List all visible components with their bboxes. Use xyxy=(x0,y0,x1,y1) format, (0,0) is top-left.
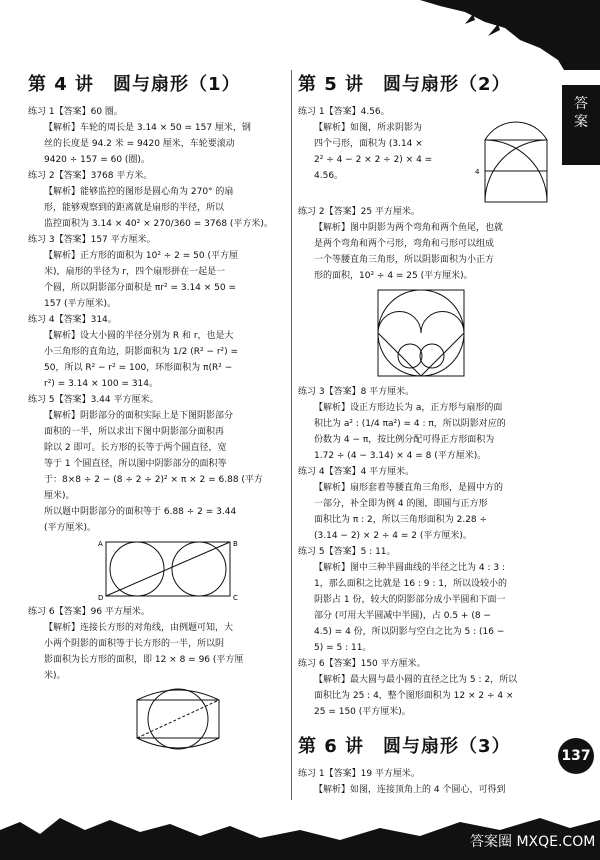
exercise-answer: 练习 6【答案】150 平方厘米。 xyxy=(298,659,426,669)
analysis-line: 部分 (可用大半圆减中半圆)，占 0.5 + (8 − xyxy=(314,611,491,621)
analysis-line: 阴影占 1 份，较大的阴影部分成小半圆和下面一 xyxy=(314,595,506,605)
exercise-block xyxy=(28,312,286,392)
exercise-block xyxy=(298,204,553,380)
analysis-line: 【解析】车轮的周长是 3.14 × 50 = 157 厘米，钢 xyxy=(44,123,251,133)
analysis-line: 份数为 4 − π，按比例分配可得正方形面积为 xyxy=(314,435,495,445)
analysis-line: 个圆，所以阴影部分面积是 πr² = 3.14 × 50 = xyxy=(44,283,237,293)
analysis-line: 面积比为 25 : 4，整个图形面积为 12 × 2 ÷ 4 × xyxy=(314,691,514,701)
analysis-line: (平方厘米)。 xyxy=(44,523,97,533)
analysis-line: 影面积为长方形的面积，即 12 × 8 = 96 (平方厘 xyxy=(44,655,244,665)
analysis-line: 所以题中阴影部分的面积等于 6.88 ÷ 2 = 3.44 xyxy=(44,507,237,517)
right-column xyxy=(298,70,553,798)
exercise-block xyxy=(298,544,553,656)
page-number-badge: 137 xyxy=(558,738,594,774)
analysis-line: (3.14 − 2) × 2 ÷ 4 = 2 (平方厘米)。 xyxy=(314,531,472,541)
exercise-block xyxy=(298,464,553,544)
ink-splash-top-decoration xyxy=(300,0,600,70)
left-column xyxy=(28,70,286,756)
exercise-block xyxy=(28,392,286,600)
analysis-line: 2² ÷ 4 − 2 × 2 ÷ 2) × 4 = xyxy=(314,155,433,165)
exercise-block xyxy=(298,384,553,464)
analysis-line: 厘米)。 xyxy=(44,491,75,501)
vertex-label-b: B xyxy=(233,540,238,548)
analysis-line: 除以 2 即可。长方形的长等于两个圆直径，宽 xyxy=(44,443,227,453)
square-circle-heart-figure xyxy=(368,286,478,380)
analysis-line: 50，所以 R² − r² = 100，环形面积为 π(R² − xyxy=(44,363,233,373)
exercise-block xyxy=(298,656,553,720)
analysis-line: 9420 ÷ 157 = 60 (圈)。 xyxy=(44,155,150,165)
analysis-line: 【解析】最大圆与最小圆的直径之比为 5 : 2，所以 xyxy=(314,675,518,685)
exercise-answer: 练习 2【答案】3768 平方米。 xyxy=(28,171,153,181)
analysis-line: 等于 1 个圆直径，所以图中阴影部分的面积等 xyxy=(44,459,227,469)
analysis-line: 【解析】能够监控的图形是圆心角为 270° 的扇 xyxy=(44,187,234,197)
analysis-line: 积比为 a² : (1/4 πa²) = 4 : π，所以阴影对应的 xyxy=(314,419,506,429)
analysis-line: r²) = 3.14 × 100 = 314。 xyxy=(44,379,159,389)
analysis-line: 1，那么面积之比就是 16 : 9 : 1，所以设较小的 xyxy=(314,579,507,589)
vertex-label-d: D xyxy=(98,594,104,600)
analysis-line: 【解析】扇形套着等腰直角三角形，是圆中方的 xyxy=(314,483,504,493)
exercise-block xyxy=(28,104,286,168)
exercise-answer: 练习 5【答案】3.44 平方厘米。 xyxy=(28,395,159,405)
rectangle-two-circles-figure xyxy=(98,538,248,600)
side-length-label: 4 xyxy=(475,168,480,176)
exercise-block xyxy=(28,168,286,232)
exercise-answer: 练习 4【答案】314。 xyxy=(28,315,117,325)
analysis-line: 157 (平方厘米)。 xyxy=(44,299,117,309)
analysis-text xyxy=(298,120,473,184)
analysis-line: 一部分，补全即为例 4 的图，即圆与正方形 xyxy=(314,499,488,509)
answer-side-tab xyxy=(562,85,600,165)
lesson-4-title: 第 4 讲 圆与扇形（1） xyxy=(28,74,241,95)
column-divider xyxy=(291,70,292,800)
exercise-answer: 练习 3【答案】8 平方厘米。 xyxy=(298,387,415,397)
exercise-block xyxy=(298,766,553,798)
analysis-line: 丝的长度是 94.2 米 = 9420 厘米，车轮要滚动 xyxy=(44,139,235,149)
analysis-line: 于：8×8 ÷ 2 − (8 ÷ 2 ÷ 2)² × π × 2 = 6.88 (平方 xyxy=(44,475,263,485)
analysis-line: 4.5) = 4 份，所以阴影与空白之比为 5 : (16 − xyxy=(314,627,505,637)
quarter-arcs-figure xyxy=(473,120,553,204)
analysis-line: 小三角形的直角边，阴影面积为 1/2 (R² − r²) = xyxy=(44,347,239,357)
analysis-line: 1.72 ÷ (4 − 3.14) × 4 = 8 (平方厘米)。 xyxy=(314,451,487,461)
analysis-line: 4.56。 xyxy=(314,171,344,181)
analysis-with-figure xyxy=(298,120,553,204)
exercise-block xyxy=(28,232,286,312)
exercise-block xyxy=(28,604,286,752)
exercise-answer: 练习 2【答案】25 平方厘米。 xyxy=(298,207,420,217)
analysis-line: 【解析】连接长方形的对角线，由例题可知，大 xyxy=(44,623,234,633)
ink-splash-bottom-decoration xyxy=(0,800,600,860)
analysis-line: 【解析】设正方形边长为 a，正方形与扇形的面 xyxy=(314,403,503,413)
analysis-line: 四个弓形，面积为 (3.14 × xyxy=(314,139,423,149)
analysis-line: 5) = 5 : 11。 xyxy=(314,643,372,653)
vertex-label-a: A xyxy=(98,540,103,548)
analysis-line: 监控面积为 3.14 × 40² × 270/360 = 3768 (平方米)。 xyxy=(44,219,273,229)
analysis-line: 小两个阴影的面积等于长方形的一半，所以阴 xyxy=(44,639,225,649)
exercise-answer: 练习 4【答案】4 平方厘米。 xyxy=(298,467,415,477)
lesson-6-title: 第 6 讲 圆与扇形（3） xyxy=(298,736,511,757)
analysis-line: 【解析】如图，所求阴影为 xyxy=(314,123,423,133)
analysis-line: 【解析】如图，连接顶角上的 4 个圆心，可得到 xyxy=(314,785,506,795)
analysis-line: 25 = 150 (平方厘米)。 xyxy=(314,707,411,717)
vertex-label-c: C xyxy=(233,594,238,600)
side-tab-char-1: 答 xyxy=(574,96,588,112)
analysis-line: 面积的一半，所以求出下图中阴影部分面积再 xyxy=(44,427,225,437)
analysis-line: 【解析】阴影部分的面积实际上是下图阴影部分 xyxy=(44,411,234,421)
exercise-answer: 练习 1【答案】19 平方厘米。 xyxy=(298,769,420,779)
analysis-line: 【解析】正方形的面积为 10² ÷ 2 = 50 (平方厘 xyxy=(44,251,238,261)
analysis-line: 是两个弯角和两个弓形，弯角和弓形可以组成 xyxy=(314,239,495,249)
exercise-answer: 练习 1【答案】60 圈。 xyxy=(28,107,123,117)
exercise-answer: 练习 1【答案】4.56。 xyxy=(298,107,390,117)
watermark-text: 答案圈 MXQE.COM xyxy=(470,834,596,850)
analysis-line: 形的面积，10² ÷ 4 = 25 (平方厘米)。 xyxy=(314,271,473,281)
exercise-block xyxy=(298,104,553,204)
analysis-line: 形，能够观察到的距离就是扇形的半径，所以 xyxy=(44,203,225,213)
analysis-line: 面积比为 π : 2，所以三角形面积为 2.28 ÷ xyxy=(314,515,488,525)
side-tab-char-2: 案 xyxy=(574,114,588,130)
lesson-5-title: 第 5 讲 圆与扇形（2） xyxy=(298,74,511,95)
analysis-line: 一个等腰直角三角形，所以阴影面积为小正方 xyxy=(314,255,495,265)
analysis-line: 【解析】图中三种半圆曲线的半径之比为 4 : 3 : xyxy=(314,563,505,573)
analysis-line: 米)。 xyxy=(44,671,66,681)
circles-in-rectangle-figure xyxy=(123,686,233,752)
analysis-line: 【解析】设大小圆的半径分别为 R 和 r，也是大 xyxy=(44,331,234,341)
analysis-line: 【解析】图中阴影为两个弯角和两个鱼尾，也就 xyxy=(314,223,504,233)
exercise-answer: 练习 6【答案】96 平方厘米。 xyxy=(28,607,150,617)
analysis-line: 米)，扇形的半径为 r，四个扇形拼在一起是一 xyxy=(44,267,226,277)
exercise-answer: 练习 5【答案】5 : 11。 xyxy=(298,547,396,557)
exercise-answer: 练习 3【答案】157 平方厘米。 xyxy=(28,235,156,245)
